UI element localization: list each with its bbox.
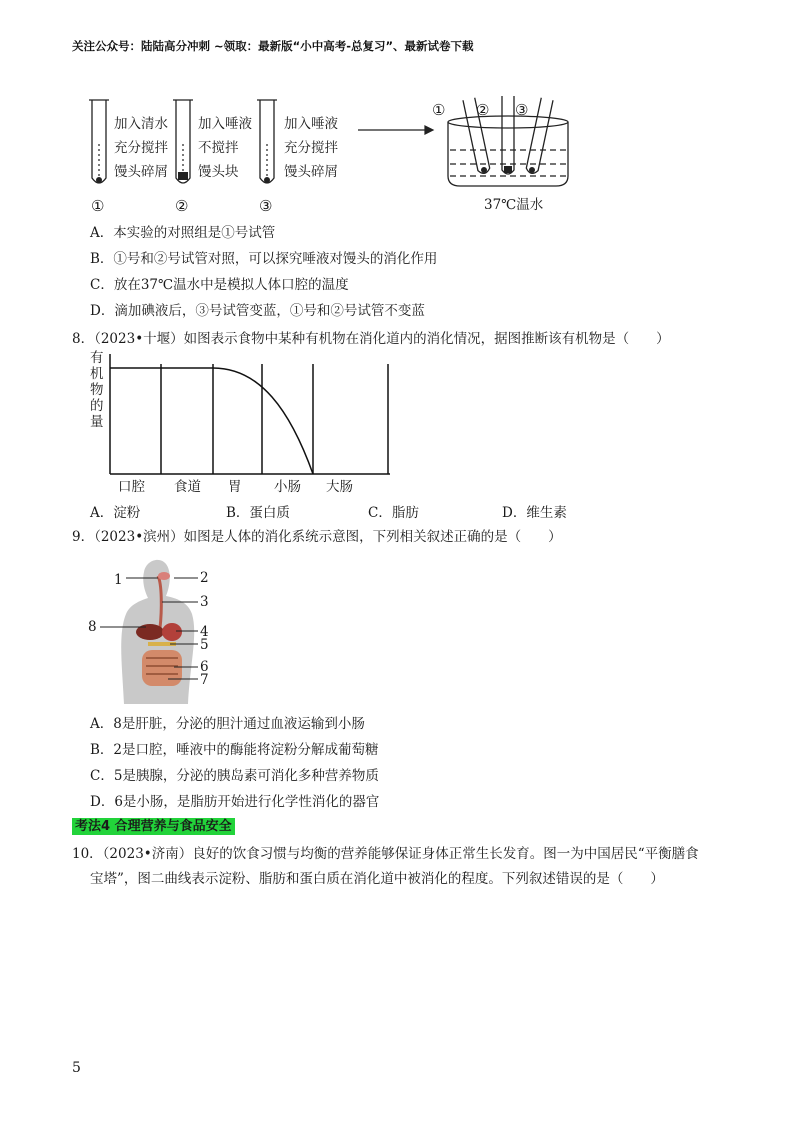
q9-option-a: A．8是肝脏，分泌的胆汁通过血液运输到小肠 (90, 716, 365, 732)
q8-stem: 8．（2023•十堰）如图表示食物中某种有机物在消化道内的消化情况，据图推断该有机物是（ ） (72, 331, 670, 347)
diagram-label-7: 7 (200, 672, 209, 688)
bath-label-2: ② (476, 101, 490, 119)
section-heading: 考法4 合理营养与食品安全 (72, 815, 235, 834)
diagram-label-6: 6 (200, 659, 209, 675)
bath-label-3: ③ (515, 101, 529, 119)
tube-1-caption: 加入清水 充分搅拌 馒头碎屑 (114, 116, 168, 180)
q7-option-c: C．放在37℃温水中是模拟人体口腔的温度 (90, 277, 349, 293)
tube-3-caption: 加入唾液 充分搅拌 馒头碎屑 (284, 116, 338, 180)
q9-option-b: B．2是口腔，唾液中的酶能将淀粉分解成葡萄糖 (90, 742, 379, 758)
q7-option-d: D．滴加碘液后，③号试管变蓝，①号和②号试管不变蓝 (90, 303, 425, 319)
q8-x-label-esophagus: 食道 (174, 479, 201, 495)
q8-option-d: D．维生素 (502, 505, 567, 521)
digestion-curve (110, 368, 313, 474)
tube-1-number: ① (91, 197, 105, 215)
tube-3-number: ③ (259, 197, 273, 215)
q9-option-d: D．6是小肠，是脂肪开始进行化学性消化的器官 (90, 794, 380, 810)
bath-label-1: ① (432, 101, 446, 119)
q7-option-b: B．①号和②号试管对照，可以探究唾液对馒头的消化作用 (90, 251, 438, 267)
q8-option-c: C．脂肪 (368, 505, 419, 521)
diagram-label-5: 5 (200, 637, 209, 653)
bath-caption: 37℃温水 (484, 197, 544, 213)
q8-chart (100, 350, 400, 480)
q10-line-1: 10．（2023•济南）良好的饮食习惯与均衡的营养能够保证身体正常生长发育。图一为中国居民“平衡膳食 (72, 846, 699, 862)
page-header: 关注公众号：陆陆高分冲刺 ~领取：最新版“小中高考-总复习”、最新试卷下载 (72, 39, 474, 53)
diagram-label-4: 4 (200, 624, 209, 640)
q8-y-axis-label: 有 机 物 的 量 (90, 350, 104, 430)
q8-x-label-small-intestine: 小肠 (274, 479, 301, 495)
q8-x-label-stomach: 胃 (228, 479, 242, 495)
q7-option-a: A．本实验的对照组是①号试管 (90, 225, 276, 241)
diagram-label-8: 8 (88, 619, 97, 635)
q10-line-2: 宝塔”，图二曲线表示淀粉、脂肪和蛋白质在消化道中被消化的程度。下列叙述错误的是（ ） (90, 871, 664, 887)
diagram-leader-lines (86, 566, 236, 690)
tube-2-caption: 加入唾液 不搅拌 馒头块 (198, 116, 252, 180)
q8-option-b: B．蛋白质 (226, 505, 290, 521)
diagram-label-1: 1 (114, 572, 123, 588)
q8-x-label-large-intestine: 大肠 (326, 479, 353, 495)
arrow-icon (358, 126, 433, 134)
diagram-label-3: 3 (200, 594, 209, 610)
diagram-label-2: 2 (200, 570, 209, 586)
q8-x-label-mouth: 口腔 (118, 479, 145, 495)
q8-option-a: A．淀粉 (90, 505, 141, 521)
tube-2-number: ② (175, 197, 189, 215)
q9-stem: 9．（2023•滨州）如图是人体的消化系统示意图，下列相关叙述正确的是（ ） (72, 529, 562, 545)
q9-option-c: C．5是胰腺，分泌的胰岛素可消化多种营养物质 (90, 768, 379, 784)
page-number: 5 (72, 1060, 81, 1076)
